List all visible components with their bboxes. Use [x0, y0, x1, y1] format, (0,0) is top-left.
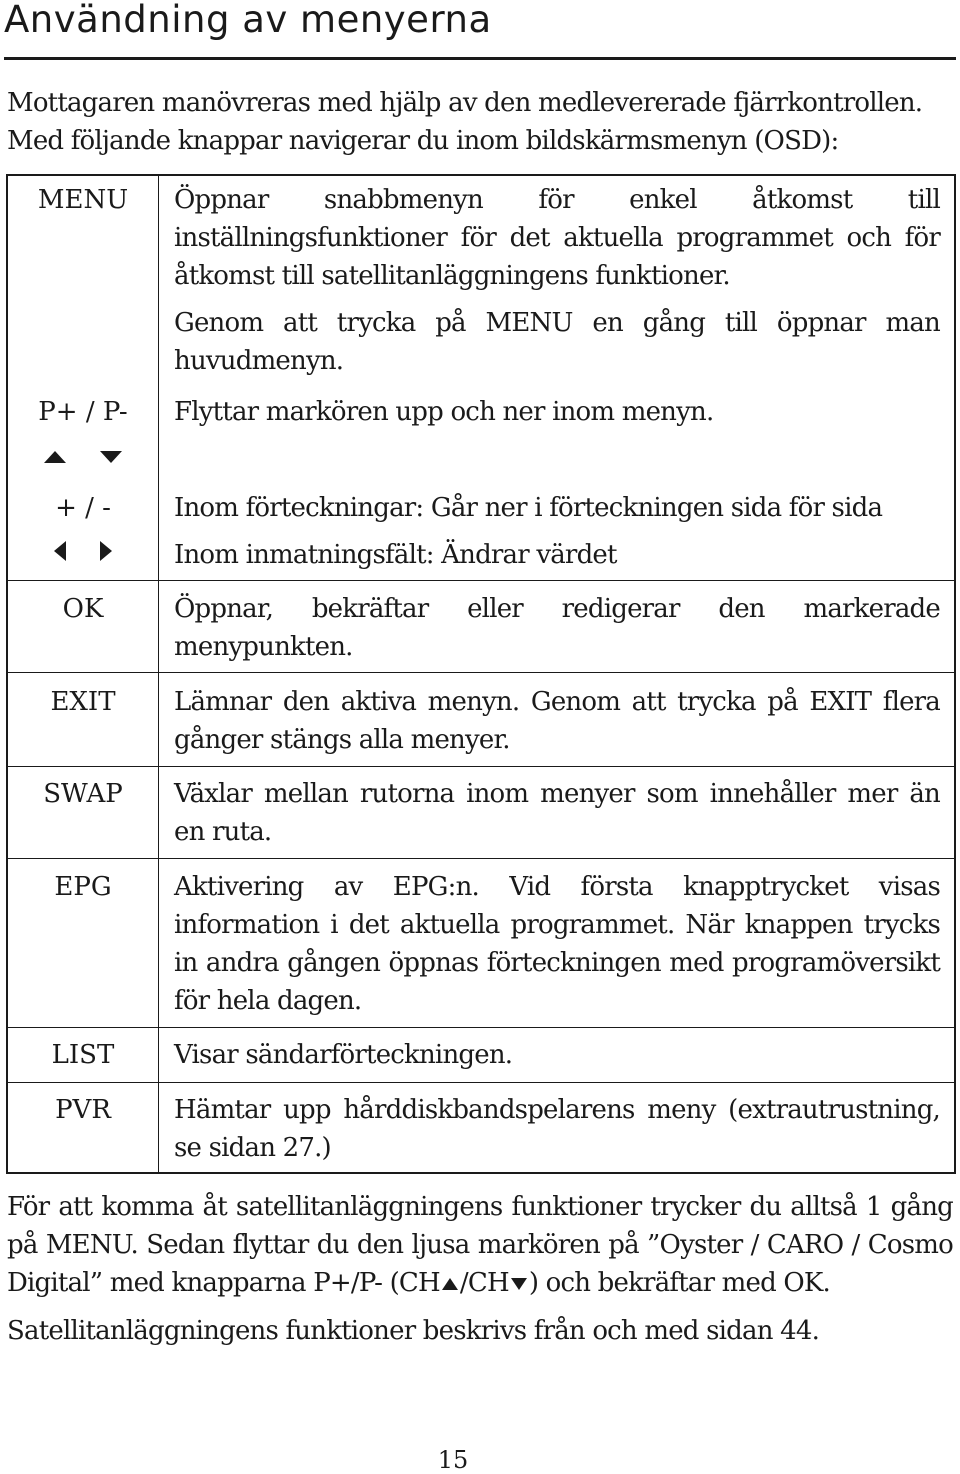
key-description-program-text: Flyttar markören upp och ner inom menyn. — [174, 397, 714, 427]
intro-line-2: Med följande knappar navigerar du inom bildskärmsmenyn (OSD): — [7, 126, 839, 156]
key-description-volume-text: Inom förteckningar: Går ner i förteckningen sida för sida — [174, 493, 883, 523]
key-description-epg: Aktivering av EPG:n. Vid första knapptrycket visas information i det aktuella programmet. När knappen trycks in andra gången öppnas förteckningen med programöversikt för hela dagen. — [174, 872, 940, 1016]
arrow-left-icon — [54, 541, 66, 561]
key-description-menu-text-2: Genom att trycka på MENU en gång till öppnar man huvudmenyn. — [174, 308, 940, 376]
key-description-volume — [174, 489, 940, 574]
outro-closing-sentence: Satellitanläggningens funktioner beskrivs från och med sidan 44. — [7, 1316, 820, 1346]
key-description-exit: Lämnar den aktiva menyn. Genom att trycka på EXIT flera gånger stängs alla menyer. — [174, 687, 940, 755]
intro-paragraph — [7, 84, 947, 160]
key-label-ok: OK — [62, 594, 104, 624]
key-description-program — [174, 393, 940, 431]
key-label-swap: SWAP — [43, 779, 123, 809]
key-label-exit: EXIT — [50, 687, 116, 717]
arrow-up-icon — [442, 1278, 458, 1290]
key-description-volume-text-2: Inom inmatningsfält: Ändrar värdet — [174, 540, 617, 570]
outro-paragraph — [7, 1188, 953, 1302]
outro-text-part-2: ) och bekräftar med OK. — [528, 1268, 831, 1298]
table-column-divider — [158, 174, 159, 1174]
key-description-list: Visar sändarförteckningen. — [174, 1040, 513, 1070]
table-row-divider — [6, 580, 956, 581]
key-icons-program — [8, 447, 158, 467]
table-row-divider — [6, 1027, 956, 1028]
key-description-ok: Öppnar, bekräftar eller redigerar den markerade menypunkten. — [174, 594, 940, 662]
key-description-menu-text: Öppnar snabbmenyn för enkel åtkomst till inställningsfunktioner för det aktuella programmet och för åtkomst till satellitanläggningens funktioner. — [174, 185, 940, 291]
outro-section — [7, 1188, 953, 1350]
key-description-pvr: Hämtar upp hårddiskbandspelarens meny (extrautrustning, se sidan 27.) — [174, 1095, 940, 1163]
key-description-menu — [174, 181, 940, 380]
key-label-volume: + / - — [55, 493, 111, 523]
key-label-program: P+ / P- — [38, 397, 128, 427]
table-row-divider — [6, 672, 956, 673]
arrow-up-icon — [44, 451, 66, 463]
key-label-menu: MENU — [37, 185, 129, 215]
arrow-right-icon — [100, 541, 112, 561]
outro-text-part-1: För att komma åt satellitanläggningens funktioner trycker du alltså 1 gång på MENU. Sedan flyttar du den ljusa markören på ”Oyster / CARO / Cosmo Digital” med knapparna P+/P- (CH — [7, 1192, 953, 1298]
table-row-divider — [6, 766, 956, 767]
table-row-divider — [6, 858, 956, 859]
key-description-swap: Växlar mellan rutorna inom menyer som innehåller mer än en ruta. — [174, 779, 940, 847]
intro-line-1: Mottagaren manövreras med hjälp av den medlevererade fjärrkontrollen. — [7, 88, 923, 118]
arrow-down-icon — [100, 451, 122, 463]
key-label-epg: EPG — [54, 872, 112, 902]
key-icons-volume — [8, 541, 158, 561]
outro-text-separator: /CH — [459, 1268, 509, 1298]
arrow-down-icon — [511, 1278, 527, 1290]
table-row-divider — [6, 1082, 956, 1083]
key-label-pvr: PVR — [55, 1095, 111, 1125]
page-number: 15 — [437, 1446, 469, 1474]
page-heading: Användning av menyerna — [4, 0, 492, 41]
key-label-list: LIST — [51, 1040, 115, 1070]
heading-rule — [4, 57, 956, 60]
